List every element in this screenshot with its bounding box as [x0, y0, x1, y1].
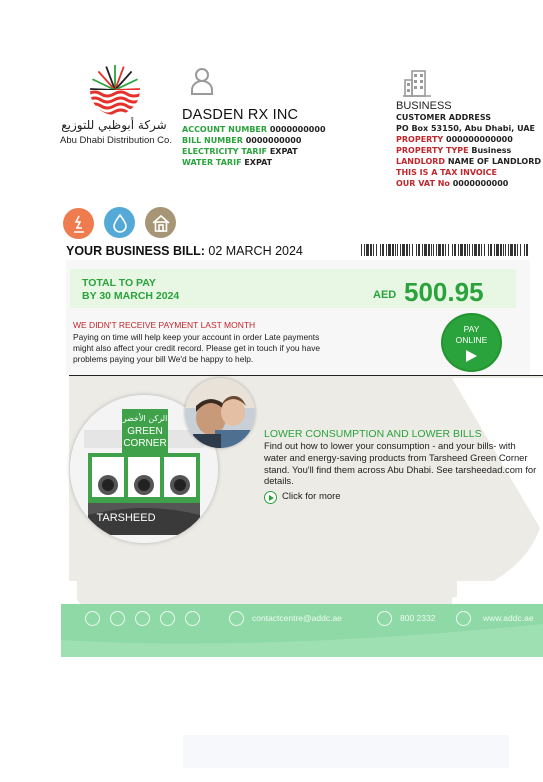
addc-logo — [88, 63, 142, 117]
footer-website[interactable]: www.addc.ae — [483, 613, 534, 623]
account-number-row: ACCOUNT NUMBER 0000000000 — [182, 125, 326, 134]
social-icon[interactable] — [185, 611, 200, 626]
kiosk-corner-label: CORNER — [123, 438, 167, 449]
tax-invoice-note: THIS IS A TAX INVOICE — [396, 168, 497, 177]
kiosk-arabic-label: الركن الأخضر — [122, 414, 168, 423]
customer-details — [182, 124, 326, 168]
footer-email[interactable]: contactcentre@addc.ae — [252, 613, 342, 623]
property-type-row: PROPERTY TYPE Business — [396, 146, 512, 155]
address-label: CUSTOMER ADDRESS — [396, 113, 492, 122]
business-title: BUSINESS — [396, 100, 452, 112]
social-icon[interactable] — [135, 611, 150, 626]
bill-heading: YOUR BUSINESS BILL: 02 MARCH 2024 — [66, 244, 303, 258]
water-drop-icon[interactable] — [104, 207, 135, 238]
customer-name: DASDEN RX INC — [182, 107, 299, 123]
payment-notice-text: Paying on time will help keep your account in order Late payments might also affect your credit record. Please get in touch if you have problems paying your bill We'd be happy to help. — [73, 332, 321, 364]
electricity-icon[interactable] — [63, 208, 94, 239]
electricity-tariff-row: ELECTRICITY TARIF EXPAT — [182, 147, 298, 156]
click-for-more-link[interactable]: Click for more — [282, 491, 341, 502]
property-row: PROPERTY 000000000000 — [396, 135, 513, 144]
promo-text: Find out how to lower your consumption - and your bills- with water and energy-saving products from Tarsheed Green Corner stand. You'll find them across Abu Dhabi. See tarsheedad.com for details. — [264, 440, 537, 487]
barcode — [361, 244, 529, 256]
kiosk-green-label: GREEN — [127, 426, 163, 437]
landlord-row: LANDLORD NAME OF LANDLORD — [396, 157, 542, 166]
social-icon[interactable] — [110, 611, 125, 626]
vat-row: OUR VAT No 0000000000 — [396, 179, 509, 188]
footer-band — [61, 604, 543, 657]
home-icon[interactable] — [145, 207, 176, 238]
social-icon[interactable] — [85, 611, 100, 626]
family-photo — [185, 378, 255, 448]
address-value: PO Box 53150, Abu Dhabi, UAE — [396, 124, 535, 133]
kiosk-brand-label: TARSHEED — [96, 512, 156, 524]
play-circle-icon[interactable] — [264, 491, 277, 504]
footer-phone[interactable]: 800 2332 — [400, 613, 436, 623]
promo-panel-bottom — [77, 560, 457, 604]
total-to-pay-label: TOTAL TO PAY BY 30 MARCH 2024 — [82, 277, 180, 302]
person-icon — [190, 67, 214, 95]
company-name-english: Abu Dhabi Distribution Co. — [60, 135, 172, 146]
payment-notice-title: WE DIDN'T RECEIVE PAYMENT LAST MONTH — [73, 320, 256, 330]
building-icon — [403, 69, 431, 97]
amount-due: 500.95 — [404, 277, 484, 307]
promo-title: LOWER CONSUMPTION AND LOWER BILLS — [264, 428, 482, 440]
email-icon — [229, 611, 244, 626]
business-details — [396, 112, 541, 189]
play-arrow-icon — [466, 350, 477, 362]
bill-number-row: BILL NUMBER 0000000000 — [182, 136, 302, 145]
phone-icon — [377, 611, 392, 626]
amount-currency: AED — [373, 289, 397, 301]
web-icon — [456, 611, 471, 626]
water-tariff-row: WATER TARIF EXPAT — [182, 158, 273, 167]
social-icon[interactable] — [160, 611, 175, 626]
company-name-arabic: شركة أبوظبي للتوزيع — [61, 118, 167, 132]
promo-card-curve — [452, 378, 543, 604]
pay-online-button[interactable]: PAY ONLINE — [441, 313, 502, 372]
faded-band — [183, 735, 509, 768]
